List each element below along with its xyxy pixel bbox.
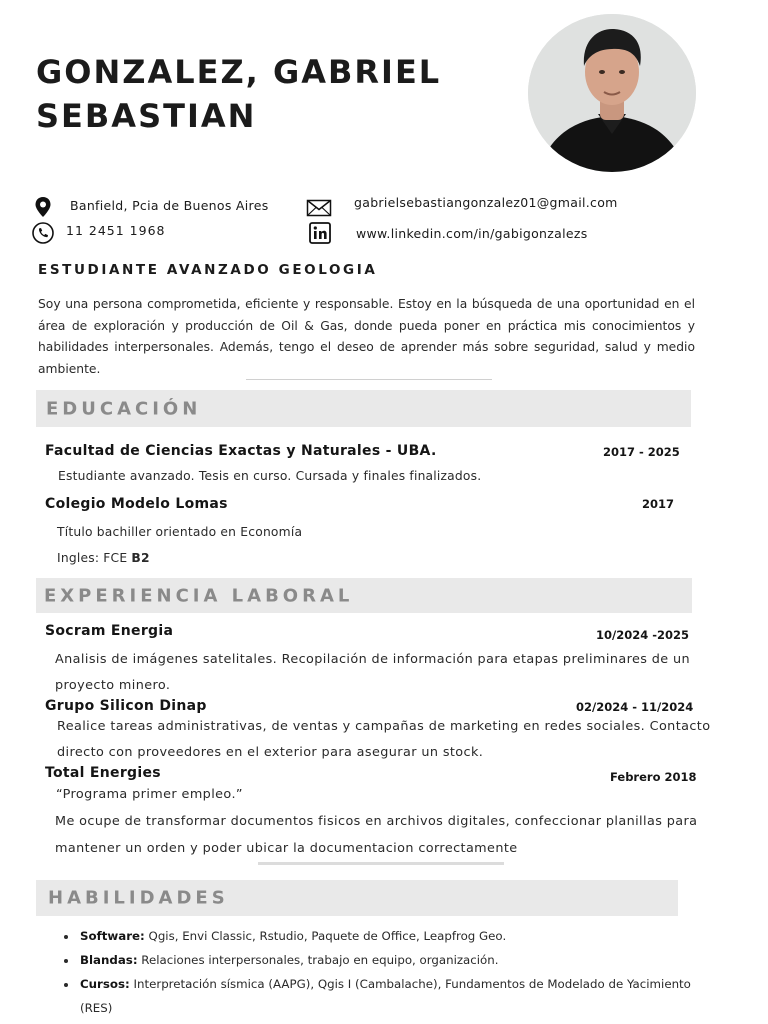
job-company: Grupo Silicon Dinap — [45, 698, 207, 714]
contact-linkedin[interactable]: www.linkedin.com/in/gabigonzalezs — [356, 226, 588, 241]
experience-title: EXPERIENCIA LABORAL — [44, 585, 354, 606]
job-description-line: Realice tareas administrativas, de ventas y campañas de marketing en redes sociales. Contacto — [57, 719, 711, 734]
skills-list-item — [78, 924, 698, 948]
job-date: 10/2024 -2025 — [596, 628, 689, 642]
contact-email[interactable]: gabrielsebastiangonzalez01@gmail.com — [354, 195, 618, 210]
linkedin-icon — [309, 222, 331, 244]
job-description-line: mantener un orden y poder ubicar la documentacion correctamente — [55, 841, 518, 856]
skill-detail: Qgis, Envi Classic, Rstudio, Paquete de Office, Leapfrog Geo. — [144, 929, 507, 943]
job-program-quote: “Programa primer empleo.” — [56, 787, 243, 802]
experience-divider — [258, 862, 504, 865]
skills-section-header — [36, 880, 678, 916]
job-company: Socram Energia — [45, 623, 174, 639]
language-label: Ingles: FCE — [57, 551, 132, 565]
job-date: Febrero 2018 — [610, 770, 697, 784]
education-detail: Título bachiller orientado en Economía — [57, 525, 303, 539]
profile-photo-illustration — [528, 14, 696, 172]
skill-category: Cursos: — [80, 977, 130, 991]
job-description-line: Me ocupe de transformar documentos fisicos en archivos digitales, confeccionar planillas para — [55, 814, 698, 829]
skills-list-item — [78, 972, 698, 1020]
contact-location: Banfield, Pcia de Buenos Aires — [70, 198, 269, 213]
summary-divider — [246, 379, 492, 380]
skill-detail: Relaciones interpersonales, trabajo en equipo, organización. — [137, 953, 499, 967]
education-date: 2017 - 2025 — [603, 445, 680, 459]
name-line-1: GONZALEZ, GABRIEL — [36, 53, 442, 91]
candidate-name — [36, 50, 441, 138]
envelope-icon — [306, 197, 328, 219]
job-description-line: Analisis de imágenes satelitales. Recopilación de información para etapas preliminares de un — [55, 652, 691, 667]
profile-summary: Soy una persona comprometida, eficiente y responsable. Estoy en la búsqueda de una oportunidad en el área de exploración y producción de Oil & Gas, donde pueda poner en práctica mis conocimientos y habilidades interpersonales. Además, tengo el deseo de aprender más sobre seguridad, salud y medio ambiente. — [38, 297, 695, 376]
profile-photo — [528, 14, 696, 172]
education-title: EDUCACIÓN — [46, 398, 202, 419]
name-line-2: SEBASTIAN — [36, 97, 257, 135]
job-description-line: proyecto minero. — [55, 678, 171, 693]
location-pin-icon — [32, 196, 54, 218]
headline: ESTUDIANTE AVANZADO GEOLOGIA — [38, 262, 378, 278]
language-level: B2 — [131, 551, 150, 565]
education-section-header — [36, 390, 691, 427]
skill-category: Blandas: — [80, 953, 138, 967]
education-detail: Estudiante avanzado. Tesis en curso. Cursada y finales finalizados. — [58, 469, 482, 483]
skills-title: HABILIDADES — [48, 887, 229, 909]
contact-phone: 11 2451 1968 — [66, 223, 166, 238]
education-institution: Facultad de Ciencias Exactas y Naturales - UBA. — [45, 443, 437, 459]
education-date: 2017 — [642, 497, 675, 511]
skill-category: Software: — [80, 929, 145, 943]
education-institution: Colegio Modelo Lomas — [45, 496, 228, 512]
job-date: 02/2024 - 11/2024 — [576, 700, 694, 714]
skills-list-item — [78, 948, 698, 972]
job-company: Total Energies — [45, 765, 161, 781]
language-certification — [57, 551, 150, 565]
experience-section-header — [36, 578, 692, 613]
skill-detail: Interpretación sísmica (AAPG), Qgis I (Cambalache), Fundamentos de Modelado de Yacimiento (RES) — [80, 977, 691, 1015]
job-description-line: directo con proveedores en el exterior para asegurar un stock. — [57, 745, 484, 760]
phone-icon — [32, 222, 54, 244]
skills-list — [58, 924, 698, 1020]
